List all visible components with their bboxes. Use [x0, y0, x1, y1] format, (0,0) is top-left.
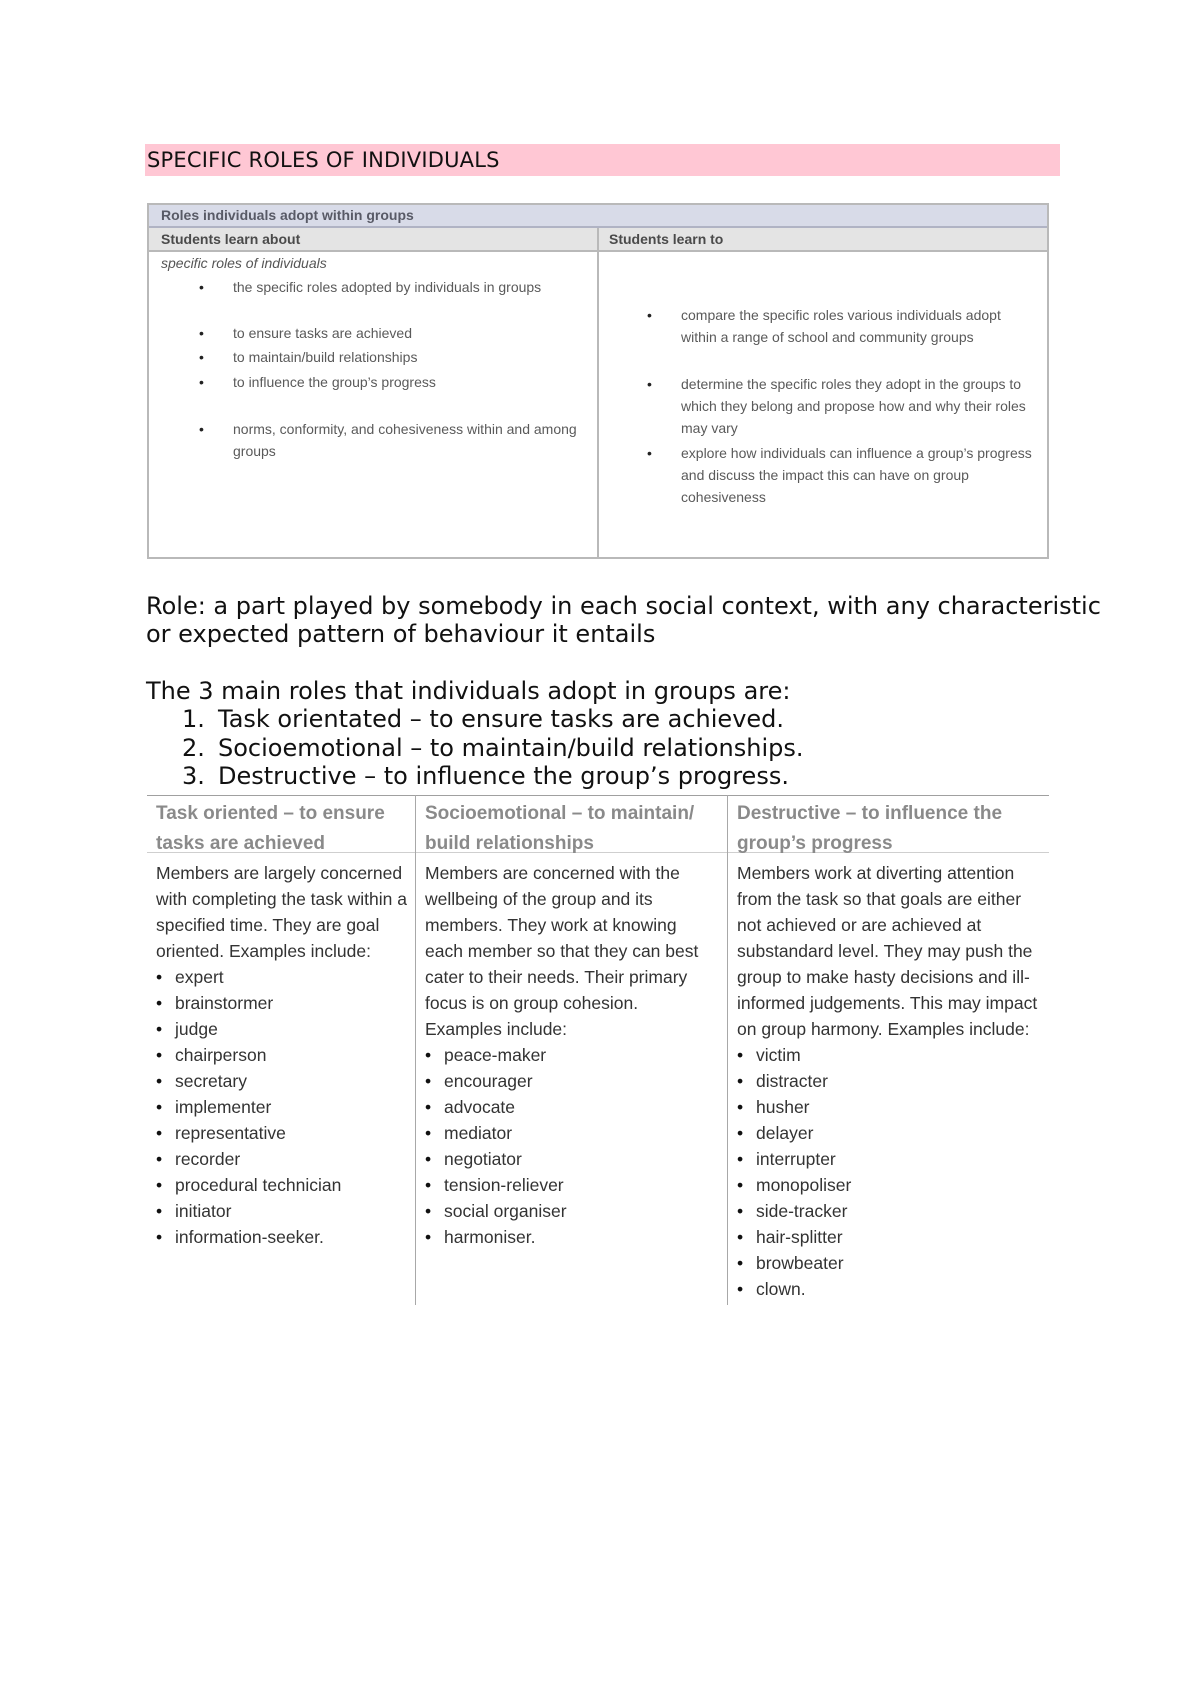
- list-item: • tension-reliever: [425, 1175, 564, 1195]
- list-item: • browbeater: [737, 1253, 844, 1273]
- main-role-item: 1. Task orientated – to ensure tasks are achieved.: [182, 705, 785, 733]
- learn-to-item: • compare the specific roles various individuals adopt within a range of school and community groups: [647, 307, 1001, 345]
- list-item: • initiator: [156, 1201, 232, 1221]
- destructive-description: Members work at diverting attention from the task so that goals are either not achieved or are achieved at substandard level. They may push the group to make hasty decisions and ill-informed judgements. This may impact on group harmony. Examples include:: [737, 863, 1038, 1039]
- syllabus-table: [147, 203, 1049, 559]
- learn-about-item: • to ensure tasks are achieved: [199, 325, 412, 341]
- table-top-rule: [147, 795, 1049, 796]
- task-oriented-description: Members are largely concerned with completing the task within a specified time. They are goal oriented. Examples include:: [156, 863, 407, 961]
- list-item: • implementer: [156, 1097, 272, 1117]
- list-item: • recorder: [156, 1149, 241, 1169]
- roles-table: [147, 795, 1049, 1305]
- list-item: • peace-maker: [425, 1045, 547, 1065]
- socioemotional-examples: [425, 1042, 715, 1250]
- list-item: • distracter: [737, 1071, 828, 1091]
- list-item: • victim: [737, 1045, 801, 1065]
- learn-to-cell: [599, 252, 1047, 559]
- list-item: • encourager: [425, 1071, 533, 1091]
- list-item: • chairperson: [156, 1045, 267, 1065]
- page-title: SPECIFIC ROLES OF INDIVIDUALS: [145, 144, 1060, 176]
- list-item: • brainstormer: [156, 993, 274, 1013]
- column-divider: [415, 795, 416, 1305]
- learn-about-item: • to influence the group’s progress: [199, 374, 436, 390]
- learn-to-item: • determine the specific roles they adopt in the groups to which they belong and propose how and why their roles may vary: [647, 376, 1026, 436]
- list-item: • advocate: [425, 1097, 516, 1117]
- syllabus-body: [149, 252, 1047, 559]
- learn-to-item: • explore how individuals can influence a group’s progress and discuss the impact this can have on group cohesiveness: [647, 445, 1032, 505]
- learn-about-item: • to maintain/build relationships: [199, 349, 418, 365]
- list-item: • husher: [737, 1097, 810, 1117]
- socioemotional-header: Socioemotional – to maintain/ build relationships: [425, 803, 695, 854]
- role-definition: Role: a part played by somebody in each social context, with any characteristic or expected pattern of behaviour it entails: [146, 592, 1101, 648]
- list-item: • negotiator: [425, 1149, 522, 1169]
- list-item: • mediator: [425, 1123, 513, 1143]
- list-item: • procedural technician: [156, 1175, 342, 1195]
- list-item: • judge: [156, 1019, 218, 1039]
- task-oriented-column: [156, 860, 411, 1250]
- learn-about-item: • norms, conformity, and cohesiveness within and among groups: [199, 421, 577, 459]
- learn-about-cell: [149, 252, 599, 559]
- syllabus-header-row: [149, 228, 1047, 252]
- destructive-examples: [737, 1042, 1045, 1302]
- list-item: • delayer: [737, 1123, 814, 1143]
- list-item: • information-seeker.: [156, 1227, 324, 1247]
- list-item: • harmoniser.: [425, 1227, 536, 1247]
- socioemotional-column: [425, 860, 715, 1250]
- socioemotional-description: Members are concerned with the wellbeing of the group and its members. They work at knowing each member so that they can best cater to their needs. Their primary focus is on group cohesion. Examples include:: [425, 863, 699, 1039]
- learn-about-item: • the specific roles adopted by individuals in groups: [199, 279, 542, 295]
- list-item: • social organiser: [425, 1201, 567, 1221]
- list-item: • clown.: [737, 1279, 806, 1299]
- task-oriented-examples: [156, 964, 411, 1250]
- destructive-column: [737, 860, 1045, 1302]
- main-role-item: 2. Socioemotional – to maintain/build relationships.: [182, 733, 804, 762]
- task-oriented-header: Task oriented – to ensure tasks are achieved: [156, 803, 385, 854]
- learn-about-subtitle: specific roles of individuals: [161, 255, 327, 271]
- col-header-learn-about: Students learn about: [149, 228, 599, 250]
- list-item: • expert: [156, 967, 224, 987]
- main-role-item: 3. Destructive – to influence the group’s progress.: [182, 762, 789, 790]
- syllabus-title: Roles individuals adopt within groups: [149, 205, 1047, 228]
- list-item: • monopoliser: [737, 1175, 852, 1195]
- destructive-header: Destructive – to influence the group’s progress: [737, 803, 1003, 854]
- list-item: • hair-splitter: [737, 1227, 843, 1247]
- list-item: • secretary: [156, 1071, 247, 1091]
- roles-intro: The 3 main roles that individuals adopt in groups are:: [146, 677, 791, 705]
- list-item: • side-tracker: [737, 1201, 848, 1221]
- column-divider: [727, 795, 728, 1305]
- list-item: • interrupter: [737, 1149, 836, 1169]
- col-header-learn-to: Students learn to: [609, 231, 724, 247]
- main-roles-list: [182, 705, 804, 791]
- list-item: • representative: [156, 1123, 286, 1143]
